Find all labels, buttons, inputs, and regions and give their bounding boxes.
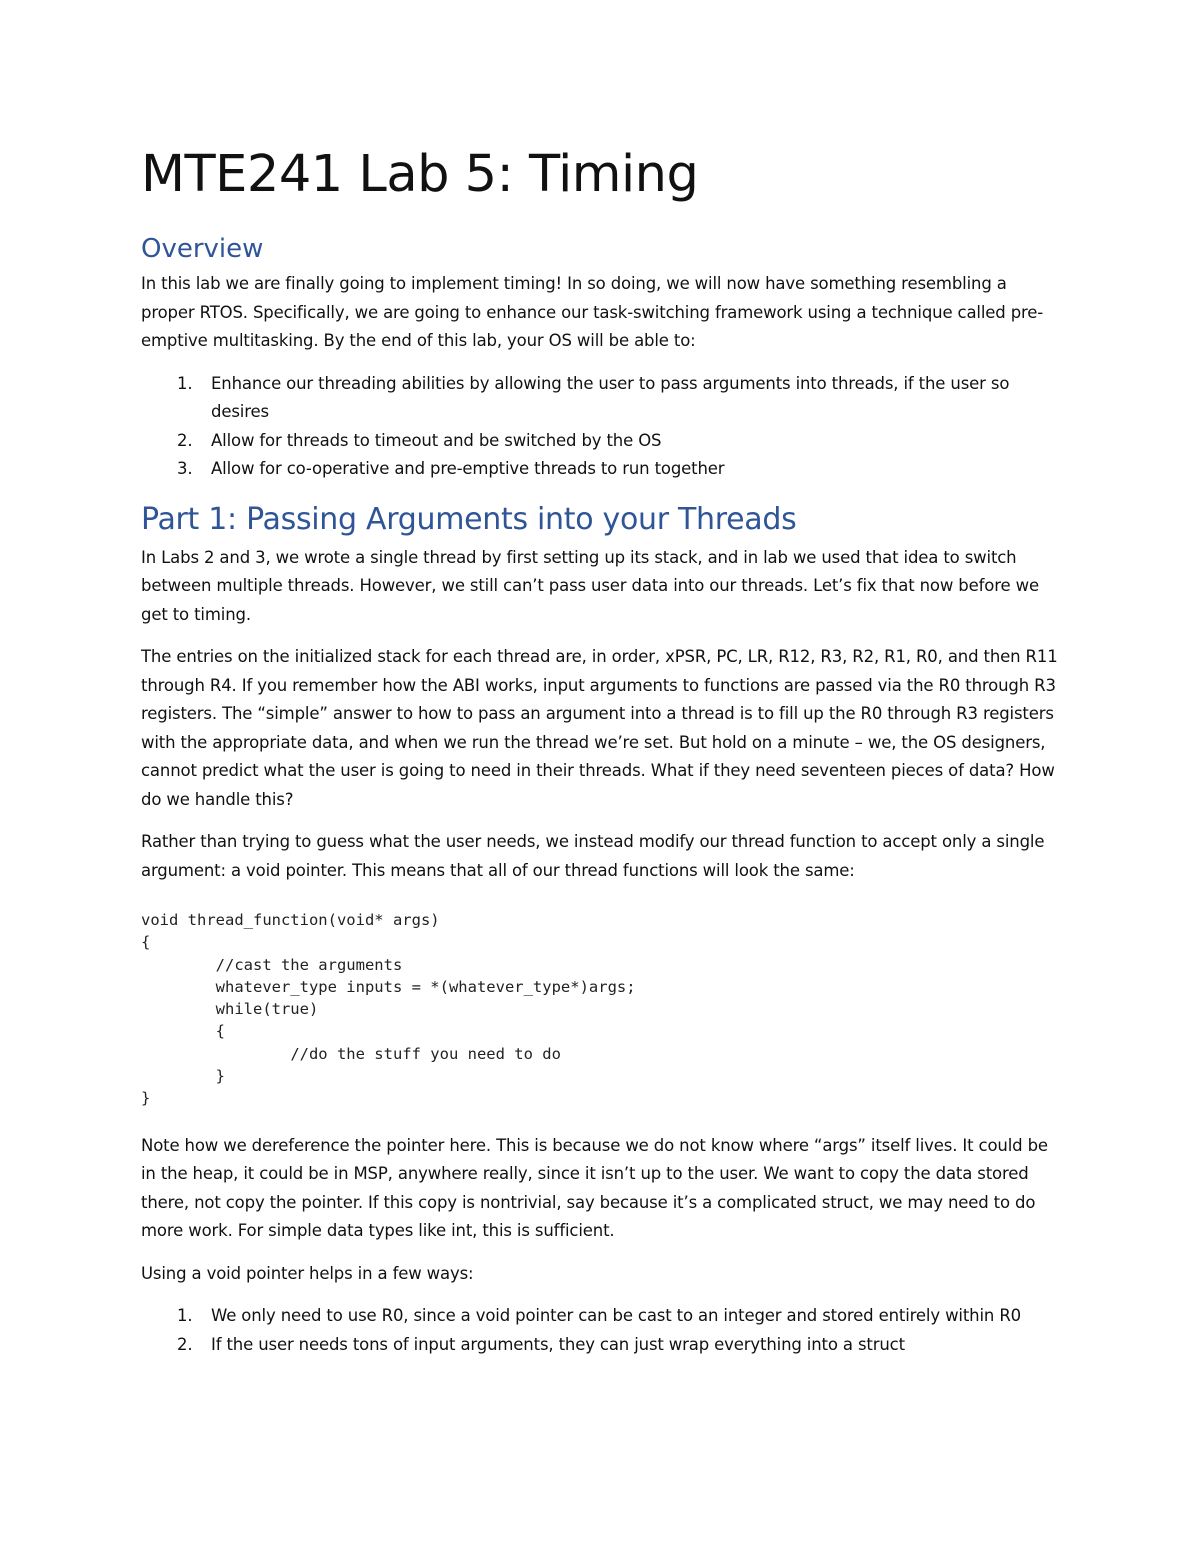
list-number: 2. — [177, 430, 193, 450]
list-item-text: Allow for co-operative and pre-emptive threads to run together — [211, 459, 725, 478]
document-content — [141, 140, 1063, 1373]
list-number: 1. — [177, 373, 193, 393]
overview-heading: Overview — [141, 234, 264, 264]
list-item — [141, 1302, 1063, 1331]
part1-paragraph-3: Rather than trying to guess what the user needs, we instead modify our thread function to accept only a single argument: a void pointer. This means that all of our thread functions will look the same: — [141, 832, 1045, 880]
void-pointer-list — [141, 1302, 1063, 1359]
list-item — [141, 427, 1063, 456]
list-item-text: Enhance our threading abilities by allowing the user to pass arguments into threads, if the user so desires — [211, 373, 1010, 421]
part1-paragraph-5: Using a void pointer helps in a few ways: — [141, 1263, 474, 1283]
list-item-text: Allow for threads to timeout and be switched by the OS — [211, 430, 662, 450]
overview-list — [141, 370, 1063, 484]
list-item-text: If the user needs tons of input arguments, they can just wrap everything into a struct — [211, 1334, 905, 1354]
part1-paragraph-1: In Labs 2 and 3, we wrote a single thread by first setting up its stack, and in lab we used that idea to switch between multiple threads. However, we still can’t pass user data into our threads. Let’s fix that now before we get to timing. — [141, 547, 1039, 624]
list-number: 1. — [177, 1306, 193, 1326]
part1-paragraph-4: Note how we dereference the pointer here. This is because we do not know where “args” itself lives. It could be in the heap, it could be in MSP, anywhere really, since it isn’t up to the user. We want to copy the data stored there, not copy the pointer. If this copy is nontrivial, say because it’s a complicated struct, we may need to do more work. For simple data types like int, this is sufficient. — [141, 1135, 1048, 1241]
overview-intro: In this lab we are finally going to implement timing! In so doing, we will now have something resembling a proper RTOS. Specifically, we are going to enhance our task-switching framework using a technique called pre-emptive multitasking. By the end of this lab, your OS will be able to: — [141, 274, 1044, 350]
list-item — [141, 1331, 1063, 1360]
list-item-text: We only need to use R0, since a void pointer can be cast to an integer and stored entirely within R0 — [211, 1306, 1021, 1326]
part1-paragraph-2: The entries on the initialized stack for each thread are, in order, xPSR, PC, LR, R12, R3, R2, R1, R0, and then R11 through R4. If you remember how the ABI works, input arguments to functions are passed via the R0 through R3 registers. The “simple” answer to how to pass an argument into a thread is to fill up the R0 through R3 registers with the appropriate data, and when we run the thread we’re set. But hold on a minute – we, the OS designers, cannot predict what the user is going to need in their threads. What if they need seventeen pieces of data? How do we handle this? — [141, 647, 1058, 809]
list-number: 3. — [177, 459, 193, 478]
document-title: MTE241 Lab 5: Timing — [141, 145, 699, 204]
list-item — [141, 370, 1063, 427]
list-item — [141, 455, 1063, 484]
code-block: void thread_function(void* args) { //cast the arguments whatever_type inputs = *(whatever_type*)args; while(true) { //do the stuff you need to do } } — [141, 911, 636, 1108]
part1-heading: Part 1: Passing Arguments into your Threads — [141, 501, 797, 537]
list-number: 2. — [177, 1334, 193, 1354]
